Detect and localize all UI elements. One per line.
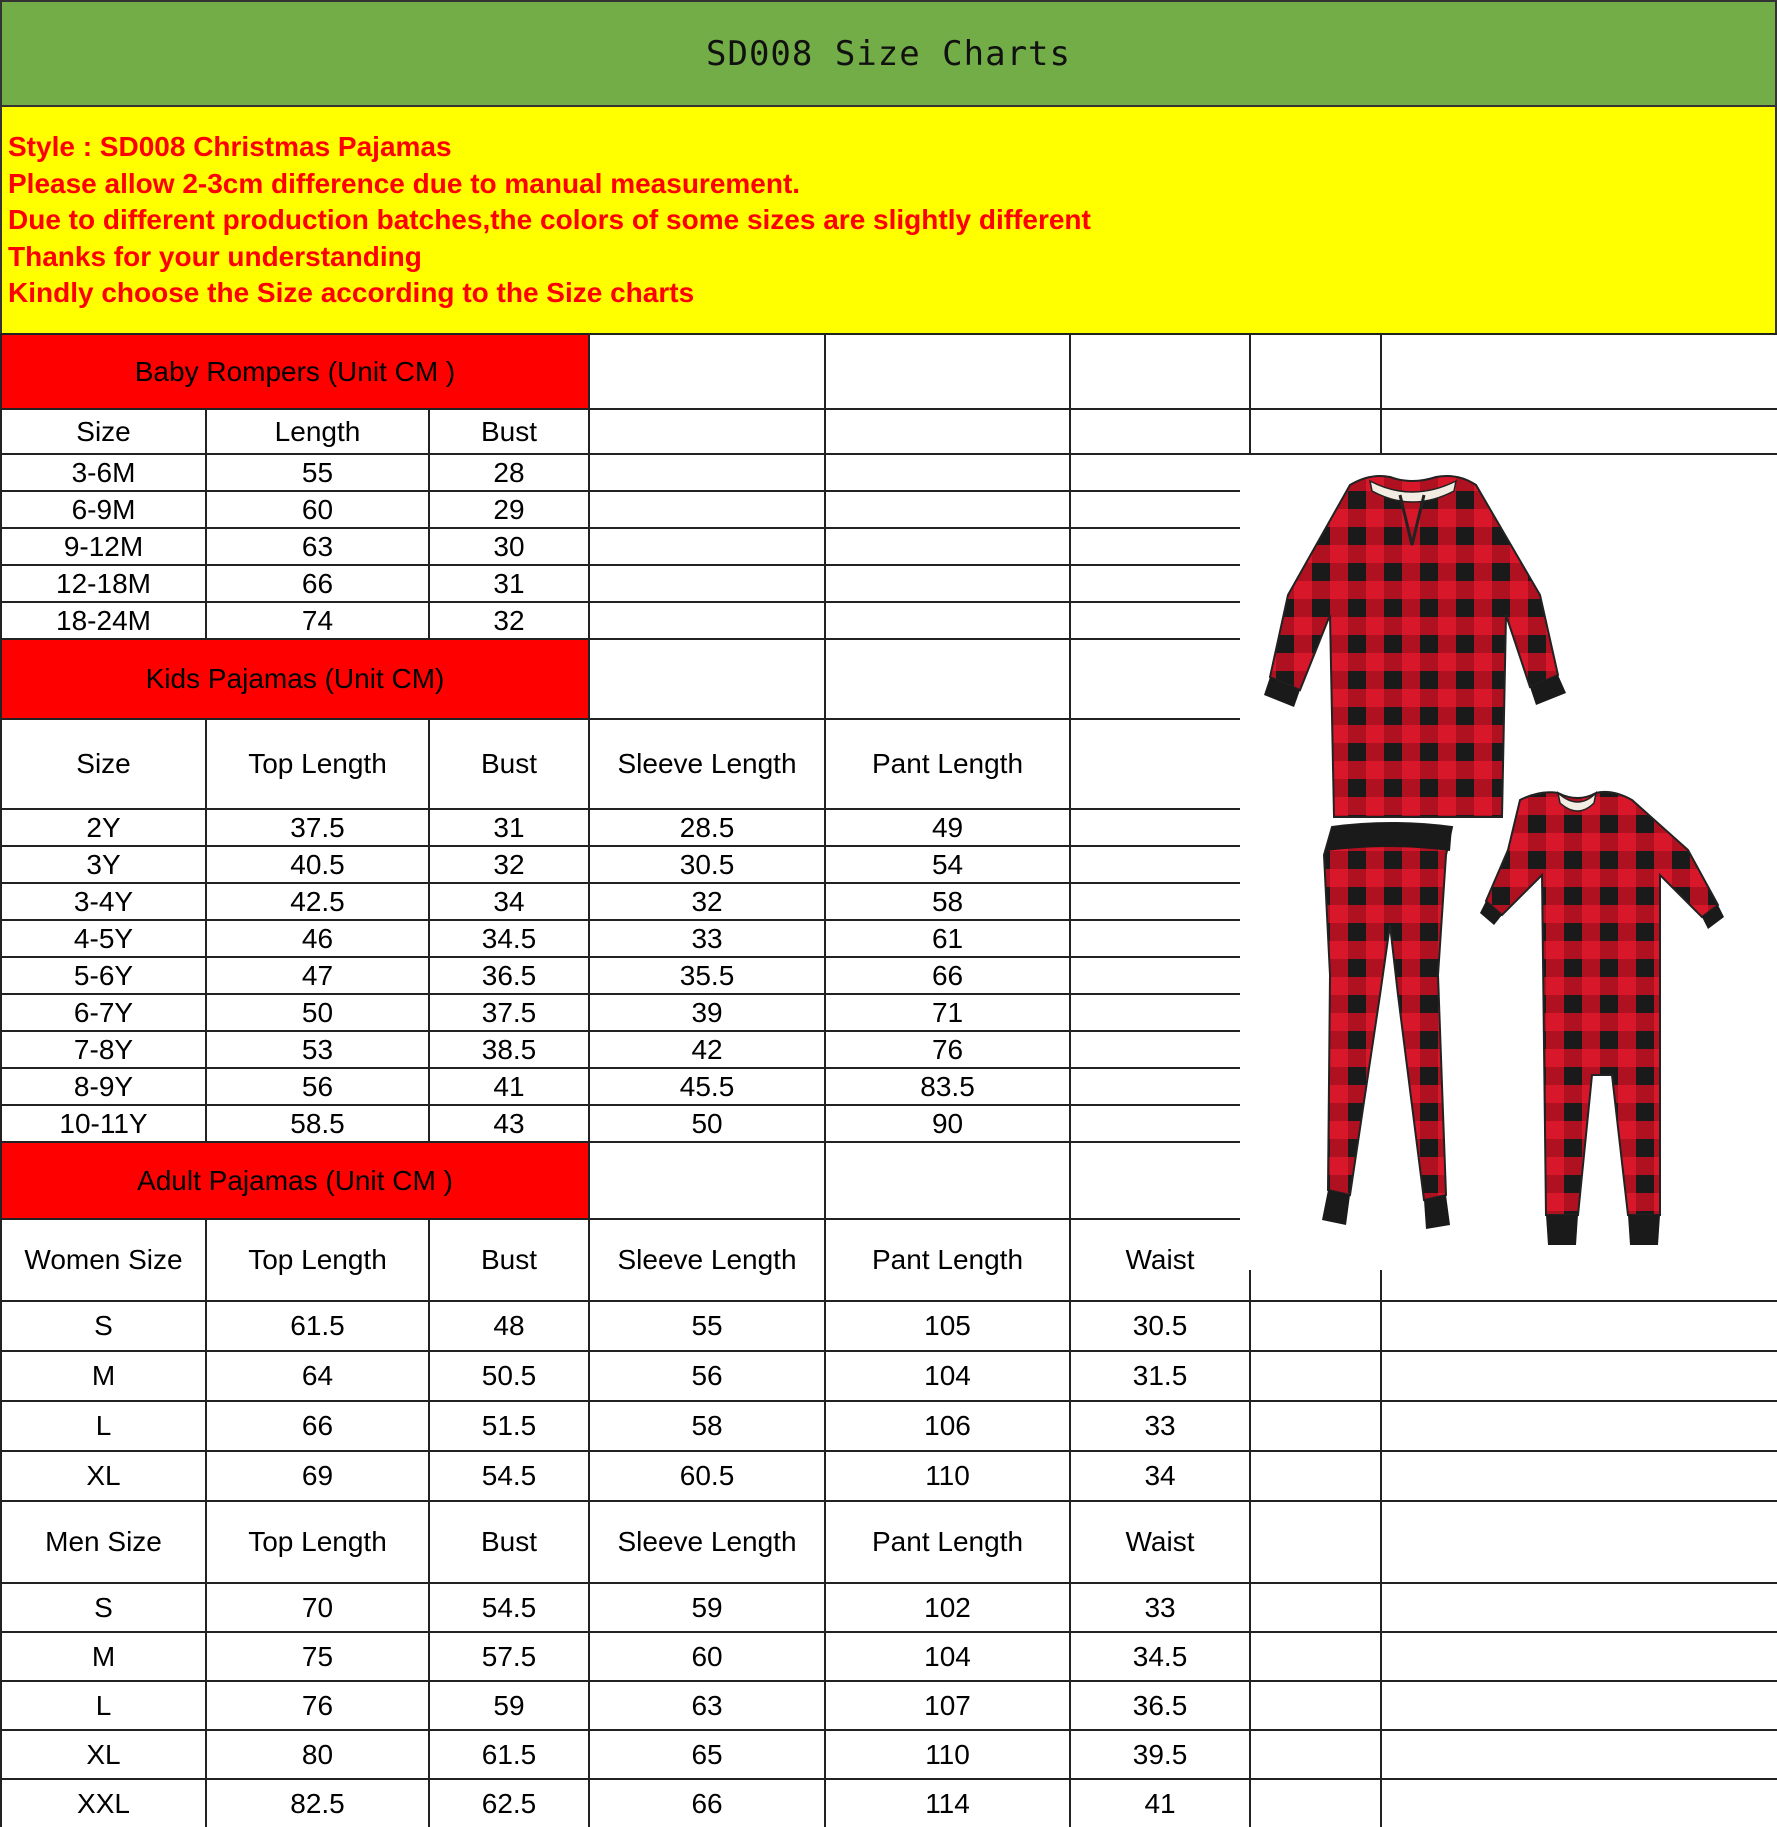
- table-cell: 37.5: [429, 994, 589, 1031]
- table-cell: M: [1, 1632, 206, 1681]
- table-cell: 106: [825, 1401, 1070, 1451]
- section-title-kids: Kids Pajamas (Unit CM): [1, 639, 589, 719]
- note-line: Kindly choose the Size according to the Size charts: [8, 277, 695, 308]
- empty-cell: [1070, 1031, 1250, 1068]
- empty-cell: [1250, 1730, 1381, 1779]
- empty-cell: [1381, 1501, 1777, 1583]
- empty-cell: [1381, 1681, 1777, 1730]
- chart-title: SD008 Size Charts: [0, 0, 1777, 107]
- table-cell: 59: [429, 1681, 589, 1730]
- column-header: Bust: [429, 1501, 589, 1583]
- empty-cell: [1381, 1779, 1777, 1827]
- table-row: [1, 1351, 1777, 1401]
- table-row: [1, 1779, 1777, 1827]
- empty-cell: [1381, 1301, 1777, 1351]
- table-cell: 45.5: [589, 1068, 825, 1105]
- table-cell: 30: [429, 528, 589, 565]
- table-cell: 76: [825, 1031, 1070, 1068]
- column-header: Pant Length: [825, 1501, 1070, 1583]
- table-cell: 33: [1070, 1401, 1250, 1451]
- empty-cell: [1070, 454, 1250, 491]
- empty-cell: [1070, 602, 1250, 639]
- table-cell: 32: [429, 602, 589, 639]
- table-cell: 56: [589, 1351, 825, 1401]
- empty-cell: [1070, 994, 1250, 1031]
- table-cell: 18-24M: [1, 602, 206, 639]
- table-cell: 75: [206, 1632, 429, 1681]
- empty-cell: [1250, 1451, 1381, 1501]
- empty-cell: [1381, 1632, 1777, 1681]
- note-line: Please allow 2-3cm difference due to manual measurement.: [8, 167, 801, 199]
- table-cell: 65: [589, 1730, 825, 1779]
- table-cell: 6-7Y: [1, 994, 206, 1031]
- empty-cell: [1250, 1632, 1381, 1681]
- table-cell: 43: [429, 1105, 589, 1142]
- column-header: Top Length: [206, 1219, 429, 1301]
- table-cell: 42: [589, 1031, 825, 1068]
- column-header: Men Size: [1, 1501, 206, 1583]
- table-cell: 54: [825, 846, 1070, 883]
- section-title-adult: Adult Pajamas (Unit CM ): [1, 1142, 589, 1219]
- empty-cell: [1250, 1779, 1381, 1827]
- table-cell: XL: [1, 1730, 206, 1779]
- table-cell: 114: [825, 1779, 1070, 1827]
- table-cell: 32: [589, 883, 825, 920]
- table-cell: 66: [206, 1401, 429, 1451]
- empty-cell: [825, 334, 1070, 409]
- empty-cell: [1070, 409, 1250, 454]
- empty-cell: [1070, 846, 1250, 883]
- empty-cell: [1070, 639, 1250, 719]
- section-row: [1, 334, 1777, 409]
- column-header: Top Length: [206, 1501, 429, 1583]
- empty-cell: [825, 454, 1070, 491]
- table-cell: 58: [589, 1401, 825, 1451]
- empty-cell: [1381, 1730, 1777, 1779]
- table-cell: 31.5: [1070, 1351, 1250, 1401]
- empty-cell: [1381, 1583, 1777, 1632]
- table-cell: 41: [1070, 1779, 1250, 1827]
- table-cell: 71: [825, 994, 1070, 1031]
- header-row: [1, 409, 1777, 454]
- table-cell: 62.5: [429, 1779, 589, 1827]
- empty-cell: [1250, 409, 1381, 454]
- table-cell: 3-4Y: [1, 883, 206, 920]
- table-cell: S: [1, 1583, 206, 1632]
- empty-cell: [825, 528, 1070, 565]
- table-row: [1, 1583, 1777, 1632]
- table-cell: 35.5: [589, 957, 825, 994]
- empty-cell: [1070, 883, 1250, 920]
- table-cell: 34: [429, 883, 589, 920]
- column-header: Bust: [429, 409, 589, 454]
- empty-cell: [589, 491, 825, 528]
- empty-cell: [1070, 957, 1250, 994]
- column-header: Bust: [429, 1219, 589, 1301]
- table-cell: 63: [206, 528, 429, 565]
- table-cell: 105: [825, 1301, 1070, 1351]
- table-cell: 3-6M: [1, 454, 206, 491]
- table-cell: 76: [206, 1681, 429, 1730]
- empty-cell: [589, 565, 825, 602]
- table-cell: 42.5: [206, 883, 429, 920]
- table-cell: 28.5: [589, 809, 825, 846]
- table-cell: 47: [206, 957, 429, 994]
- table-cell: 34: [1070, 1451, 1250, 1501]
- column-header: Pant Length: [825, 719, 1070, 809]
- column-header: Waist: [1070, 1501, 1250, 1583]
- empty-cell: [1381, 1401, 1777, 1451]
- table-cell: 7-8Y: [1, 1031, 206, 1068]
- table-cell: 66: [206, 565, 429, 602]
- note-line: Style : SD008 Christmas Pajamas: [8, 131, 452, 162]
- table-cell: 6-9M: [1, 491, 206, 528]
- column-header: Sleeve Length: [589, 1219, 825, 1301]
- empty-cell: [1381, 1351, 1777, 1401]
- table-cell: 31: [429, 565, 589, 602]
- empty-cell: [589, 454, 825, 491]
- section-title-baby: Baby Rompers (Unit CM ): [1, 334, 589, 409]
- empty-cell: [825, 491, 1070, 528]
- table-cell: 69: [206, 1451, 429, 1501]
- table-cell: 60.5: [589, 1451, 825, 1501]
- empty-cell: [1070, 809, 1250, 846]
- table-row: [1, 1632, 1777, 1681]
- empty-cell: [1381, 1451, 1777, 1501]
- column-header: Pant Length: [825, 1219, 1070, 1301]
- table-cell: 66: [825, 957, 1070, 994]
- empty-cell: [1070, 920, 1250, 957]
- table-cell: 64: [206, 1351, 429, 1401]
- empty-cell: [1070, 719, 1250, 809]
- empty-cell: [825, 409, 1070, 454]
- empty-cell: [1381, 409, 1777, 454]
- table-cell: 38.5: [429, 1031, 589, 1068]
- table-cell: 61.5: [206, 1301, 429, 1351]
- table-cell: 102: [825, 1583, 1070, 1632]
- column-header: Sleeve Length: [589, 719, 825, 809]
- table-cell: 82.5: [206, 1779, 429, 1827]
- empty-cell: [1250, 1583, 1381, 1632]
- table-cell: 50.5: [429, 1351, 589, 1401]
- table-cell: 31: [429, 809, 589, 846]
- empty-cell: [825, 639, 1070, 719]
- empty-cell: [589, 1142, 825, 1219]
- table-cell: 34.5: [429, 920, 589, 957]
- table-cell: XL: [1, 1451, 206, 1501]
- table-cell: 104: [825, 1632, 1070, 1681]
- table-cell: 63: [589, 1681, 825, 1730]
- table-cell: 49: [825, 809, 1070, 846]
- column-header: Top Length: [206, 719, 429, 809]
- empty-cell: [589, 602, 825, 639]
- table-cell: 48: [429, 1301, 589, 1351]
- column-header: Waist: [1070, 1219, 1250, 1301]
- table-cell: 83.5: [825, 1068, 1070, 1105]
- table-cell: 50: [206, 994, 429, 1031]
- column-header: Sleeve Length: [589, 1501, 825, 1583]
- table-cell: S: [1, 1301, 206, 1351]
- table-cell: 107: [825, 1681, 1070, 1730]
- table-cell: 56: [206, 1068, 429, 1105]
- column-header: Length: [206, 409, 429, 454]
- column-header: Size: [1, 409, 206, 454]
- table-cell: 9-12M: [1, 528, 206, 565]
- table-cell: 36.5: [429, 957, 589, 994]
- table-cell: XXL: [1, 1779, 206, 1827]
- empty-cell: [1250, 1401, 1381, 1451]
- column-header: Women Size: [1, 1219, 206, 1301]
- empty-cell: [825, 1142, 1070, 1219]
- table-cell: 5-6Y: [1, 957, 206, 994]
- note-line: Thanks for your understanding: [8, 240, 422, 272]
- table-cell: 8-9Y: [1, 1068, 206, 1105]
- table-cell: 12-18M: [1, 565, 206, 602]
- table-cell: 58: [825, 883, 1070, 920]
- table-cell: 60: [589, 1632, 825, 1681]
- empty-cell: [589, 528, 825, 565]
- table-cell: 30.5: [589, 846, 825, 883]
- empty-cell: [825, 565, 1070, 602]
- empty-cell: [589, 409, 825, 454]
- table-cell: 30.5: [1070, 1301, 1250, 1351]
- table-row: [1, 1301, 1777, 1351]
- table-row: [1, 1451, 1777, 1501]
- table-cell: 41: [429, 1068, 589, 1105]
- empty-cell: [1070, 565, 1250, 602]
- table-cell: 51.5: [429, 1401, 589, 1451]
- table-cell: 70: [206, 1583, 429, 1632]
- table-cell: 61: [825, 920, 1070, 957]
- empty-cell: [1070, 1068, 1250, 1105]
- table-cell: 59: [589, 1583, 825, 1632]
- note-line: Due to different production batches,the colors of some sizes are slightly different: [8, 204, 1091, 235]
- column-header: Bust: [429, 719, 589, 809]
- table-cell: 66: [589, 1779, 825, 1827]
- table-row: [1, 1401, 1777, 1451]
- table-cell: 36.5: [1070, 1681, 1250, 1730]
- table-cell: 90: [825, 1105, 1070, 1142]
- empty-cell: [1381, 334, 1777, 409]
- table-cell: 4-5Y: [1, 920, 206, 957]
- table-cell: 54.5: [429, 1583, 589, 1632]
- table-cell: 46: [206, 920, 429, 957]
- table-cell: 54.5: [429, 1451, 589, 1501]
- empty-cell: [1250, 1351, 1381, 1401]
- notes-panel: [0, 107, 1777, 333]
- table-cell: 34.5: [1070, 1632, 1250, 1681]
- empty-cell: [1250, 1681, 1381, 1730]
- empty-cell: [1070, 334, 1250, 409]
- table-cell: 55: [589, 1301, 825, 1351]
- table-cell: 57.5: [429, 1632, 589, 1681]
- empty-cell: [1070, 1142, 1250, 1219]
- table-cell: 39.5: [1070, 1730, 1250, 1779]
- table-cell: L: [1, 1681, 206, 1730]
- empty-cell: [1070, 1105, 1250, 1142]
- empty-cell: [1250, 1501, 1381, 1583]
- empty-cell: [1070, 528, 1250, 565]
- table-cell: 74: [206, 602, 429, 639]
- table-cell: L: [1, 1401, 206, 1451]
- empty-cell: [825, 602, 1070, 639]
- pajama-product-photo: [1240, 455, 1777, 1270]
- header-row: [1, 1501, 1777, 1583]
- table-cell: 33: [589, 920, 825, 957]
- table-cell: 104: [825, 1351, 1070, 1401]
- empty-cell: [1250, 334, 1381, 409]
- empty-cell: [1250, 1301, 1381, 1351]
- table-cell: 80: [206, 1730, 429, 1779]
- table-cell: 60: [206, 491, 429, 528]
- table-cell: 37.5: [206, 809, 429, 846]
- column-header: Size: [1, 719, 206, 809]
- empty-cell: [589, 639, 825, 719]
- table-cell: 2Y: [1, 809, 206, 846]
- table-cell: 3Y: [1, 846, 206, 883]
- empty-cell: [589, 334, 825, 409]
- table-cell: 53: [206, 1031, 429, 1068]
- table-cell: 29: [429, 491, 589, 528]
- table-cell: 32: [429, 846, 589, 883]
- empty-cell: [1070, 491, 1250, 528]
- table-row: [1, 1681, 1777, 1730]
- table-row: [1, 1730, 1777, 1779]
- table-cell: 39: [589, 994, 825, 1031]
- table-cell: 61.5: [429, 1730, 589, 1779]
- table-cell: 58.5: [206, 1105, 429, 1142]
- table-cell: 10-11Y: [1, 1105, 206, 1142]
- table-cell: 110: [825, 1451, 1070, 1501]
- table-cell: 110: [825, 1730, 1070, 1779]
- table-cell: M: [1, 1351, 206, 1401]
- table-cell: 40.5: [206, 846, 429, 883]
- table-cell: 28: [429, 454, 589, 491]
- table-cell: 50: [589, 1105, 825, 1142]
- table-cell: 33: [1070, 1583, 1250, 1632]
- table-cell: 55: [206, 454, 429, 491]
